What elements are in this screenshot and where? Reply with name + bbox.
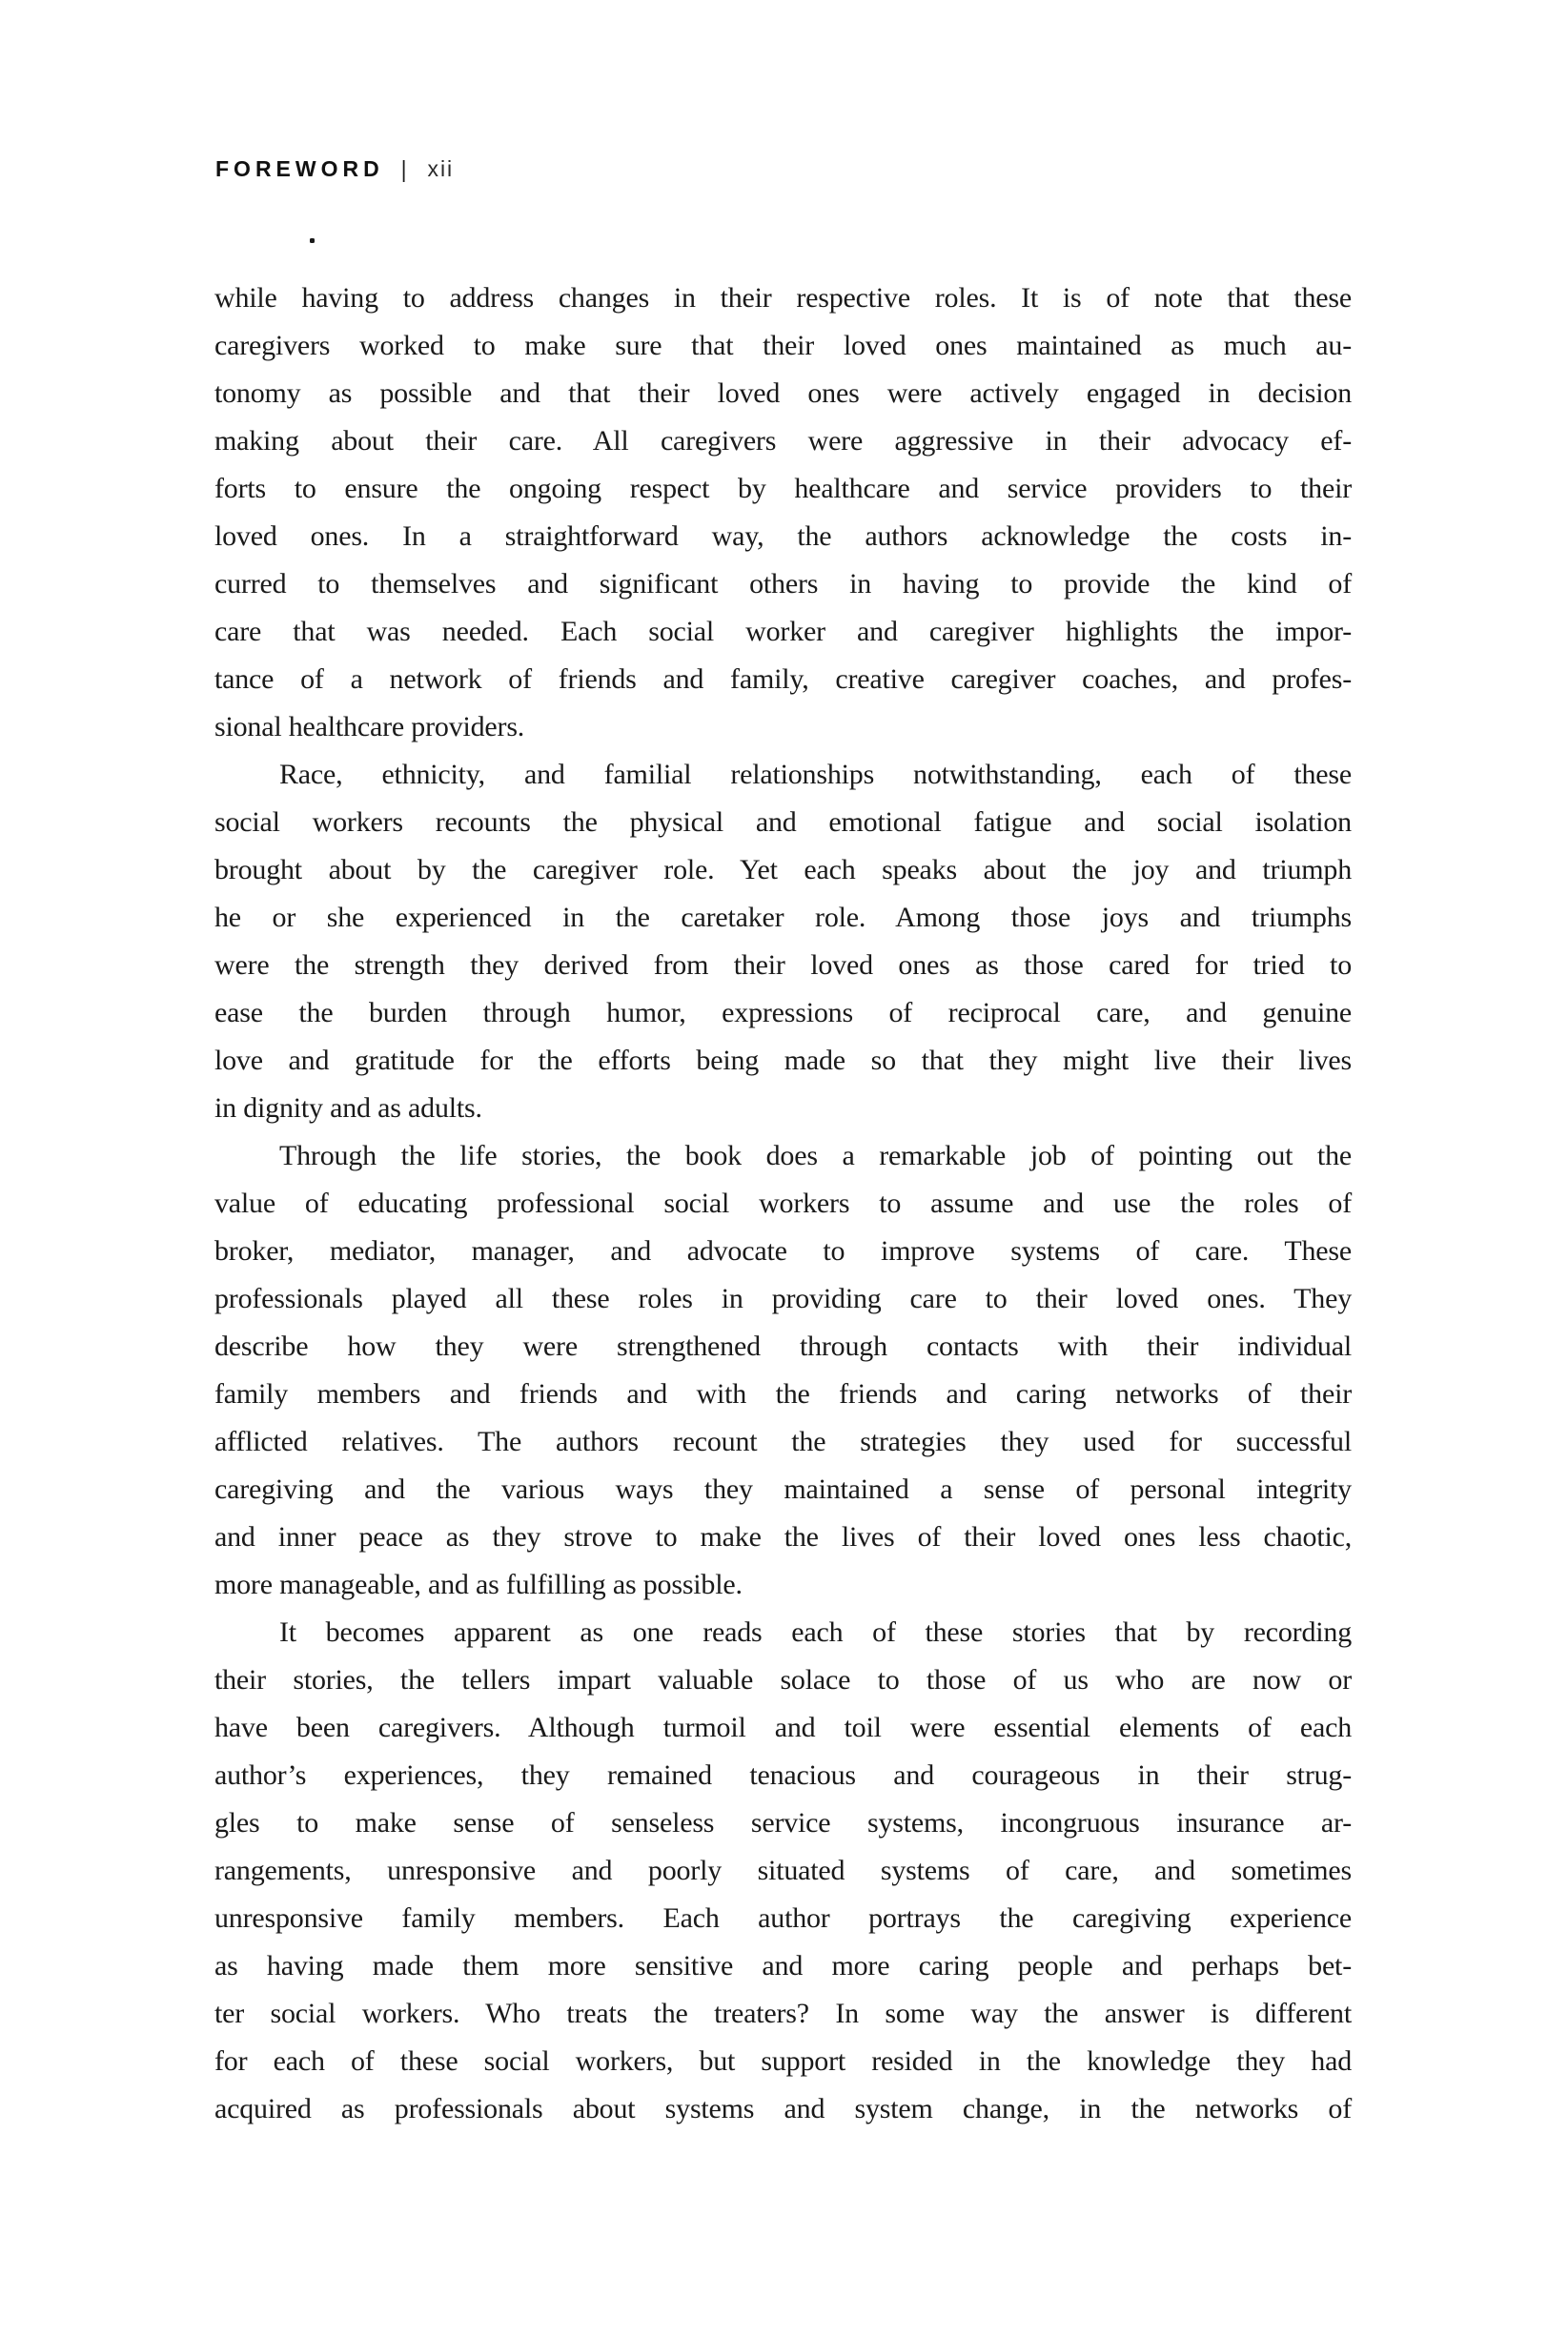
paragraph xyxy=(214,274,1352,751)
text-line: in dignity and as adults. xyxy=(214,1092,482,1124)
text-line: rangements, unresponsive and poorly situated systems of care, and sometimes xyxy=(214,1855,1352,1886)
paragraph xyxy=(214,751,1352,1132)
text-line: caregiving and the various ways they maintained a sense of personal integrity xyxy=(214,1473,1352,1505)
text-line: describe how they were strengthened through contacts with their individual xyxy=(214,1331,1352,1362)
text-line: curred to themselves and significant others in having to provide the kind of xyxy=(214,568,1352,599)
text-line: their stories, the tellers impart valuable solace to those of us who are now or xyxy=(214,1664,1352,1696)
text-line: brought about by the caregiver role. Yet each speaks about the joy and triumph xyxy=(214,854,1352,885)
text-line: more manageable, and as fulfilling as possible. xyxy=(214,1569,743,1600)
text-line: author’s experiences, they remained tenacious and courageous in their strug- xyxy=(214,1759,1352,1791)
text-line: Through the life stories, the book does a remarkable job of pointing out the xyxy=(279,1140,1352,1171)
text-line: value of educating professional social workers to assume and use the roles of xyxy=(214,1188,1352,1219)
text-line: making about their care. All caregivers were aggressive in their advocacy ef- xyxy=(214,425,1352,457)
text-line: gles to make sense of senseless service systems, incongruous insurance ar- xyxy=(214,1807,1352,1839)
header-separator: | xyxy=(400,155,407,183)
text-line: It becomes apparent as one reads each of these stories that by recording xyxy=(279,1616,1352,1648)
text-line: afflicted relatives. The authors recount the strategies they used for successful xyxy=(214,1426,1352,1457)
paragraph xyxy=(214,1609,1352,2133)
text-line: acquired as professionals about systems and system change, in the networks of xyxy=(214,2093,1352,2124)
text-line: were the strength they derived from their loved ones as those cared for tried to xyxy=(214,949,1352,981)
text-line: tonomy as possible and that their loved ones were actively engaged in decision xyxy=(214,377,1352,409)
paragraph xyxy=(214,1132,1352,1609)
text-line: tance of a network of friends and family, creative caregiver coaches, and profes- xyxy=(214,663,1352,695)
text-line: family members and friends and with the friends and caring networks of their xyxy=(214,1378,1352,1410)
text-line: unresponsive family members. Each author portrays the caregiving experience xyxy=(214,1902,1352,1934)
text-line: loved ones. In a straightforward way, the authors acknowledge the costs in- xyxy=(214,520,1352,552)
text-line: care that was needed. Each social worker and caregiver highlights the impor- xyxy=(214,616,1352,647)
text-line: broker, mediator, manager, and advocate to improve systems of care. These xyxy=(214,1235,1352,1267)
body-text xyxy=(214,274,1352,2133)
text-line: caregivers worked to make sure that their loved ones maintained as much au- xyxy=(214,330,1352,361)
text-line: professionals played all these roles in providing care to their loved ones. They xyxy=(214,1283,1352,1314)
text-line: sional healthcare providers. xyxy=(214,711,525,742)
text-line: forts to ensure the ongoing respect by healthcare and service providers to their xyxy=(214,473,1352,504)
text-line: he or she experienced in the caretaker role. Among those joys and triumphs xyxy=(214,902,1352,933)
page-number: xii xyxy=(427,156,455,181)
text-line: for each of these social workers, but support resided in the knowledge they had xyxy=(214,2045,1352,2077)
text-line: and inner peace as they strove to make the lives of their loved ones less chaotic, xyxy=(214,1521,1352,1553)
text-line: have been caregivers. Although turmoil and toil were essential elements of each xyxy=(214,1712,1352,1743)
section-title: FOREWORD xyxy=(215,156,384,181)
text-line: Race, ethnicity, and familial relationships notwithstanding, each of these xyxy=(279,759,1352,790)
running-header xyxy=(215,156,454,185)
stray-mark xyxy=(310,238,315,243)
text-line: ease the burden through humor, expressions of reciprocal care, and genuine xyxy=(214,997,1352,1028)
text-line: social workers recounts the physical and emotional fatigue and social isolation xyxy=(214,806,1352,838)
text-line: love and gratitude for the efforts being made so that they might live their lives xyxy=(214,1045,1352,1076)
text-line: while having to address changes in their respective roles. It is of note that these xyxy=(214,282,1352,314)
text-line: as having made them more sensitive and more caring people and perhaps bet- xyxy=(214,1950,1352,1981)
text-line: ter social workers. Who treats the treaters? In some way the answer is different xyxy=(214,1998,1352,2029)
